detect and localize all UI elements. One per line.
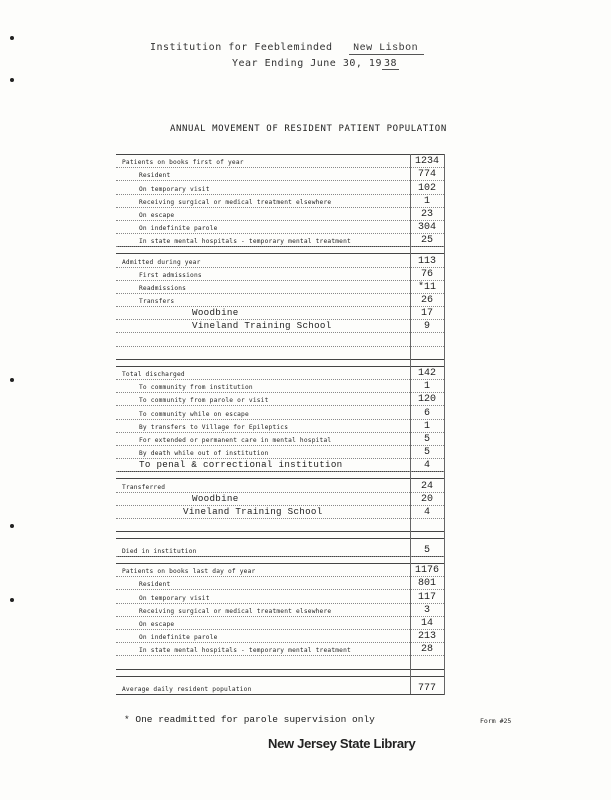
row-label: Receiving surgical or medical treatment elsewhere: [139, 198, 332, 206]
table-row: [116, 577, 444, 590]
row-label: Transfers: [139, 298, 175, 306]
row-label: On escape: [139, 621, 175, 628]
table-row: [116, 564, 444, 577]
table-row: [116, 234, 444, 247]
table-row: [116, 155, 444, 168]
row-label: To penal & correctional institution: [139, 459, 343, 471]
row-value: 1: [423, 381, 430, 393]
section-heading: Total discharged: [122, 371, 185, 378]
row-value: 28: [420, 644, 433, 656]
margin-dot: [10, 598, 14, 602]
row-value: 1: [423, 195, 430, 207]
table-row: [116, 254, 444, 267]
row-value: 23: [420, 208, 433, 220]
row-value: 9: [423, 321, 430, 333]
margin-dot: [10, 378, 14, 382]
table-row: [116, 604, 444, 617]
row-label: To community from institution: [139, 384, 253, 392]
row-label: Resident: [139, 581, 171, 589]
table-row: [116, 181, 444, 194]
row-value: 5: [423, 433, 430, 445]
table-row: [116, 406, 444, 419]
table-row: [116, 320, 444, 333]
table-row: [116, 446, 444, 459]
table-row: [116, 168, 444, 181]
year-value: 38: [383, 58, 398, 69]
institution-name: New Lisbon: [349, 43, 424, 55]
table-row: [116, 643, 444, 656]
row-value: *11: [417, 281, 436, 293]
row-label: By death while out of institution: [139, 450, 269, 458]
row-label: In state mental hospitals - temporary mental treatment: [139, 647, 351, 655]
row-value: 6: [423, 407, 430, 419]
row-label: Readmissions: [139, 284, 187, 292]
row-value: 801: [417, 578, 436, 590]
table-row: [116, 677, 444, 695]
row-value: 102: [417, 182, 436, 194]
margin-dot: [10, 36, 14, 40]
table-row: [116, 617, 444, 630]
table-row: [116, 493, 444, 506]
table-row: [116, 506, 444, 519]
table-row: [116, 281, 444, 294]
section-heading: Patients on books last day of year: [122, 568, 256, 576]
row-label: First admissions: [139, 271, 202, 279]
section-heading: Transferred: [122, 483, 166, 491]
row-value: 213: [417, 631, 436, 643]
section-divider: [116, 669, 444, 677]
row-value: 3: [423, 604, 430, 616]
table-row: [116, 590, 444, 603]
table-row: [116, 195, 444, 208]
table-row: [116, 221, 444, 234]
section-heading: Patients on books first of year: [122, 159, 244, 167]
section-total: 5: [423, 545, 430, 557]
row-value: 20: [420, 493, 433, 505]
row-value: 5: [423, 447, 430, 459]
row-label: Vineland Training School: [192, 320, 332, 332]
table-row: [116, 539, 444, 557]
section-total: 1234: [414, 156, 439, 168]
margin-dot: [10, 78, 14, 82]
row-value: 120: [417, 394, 436, 406]
table-row: [116, 459, 444, 472]
row-value: 25: [420, 235, 433, 247]
row-value: 26: [420, 295, 433, 307]
table-row: [116, 208, 444, 221]
institution-line: [150, 42, 424, 55]
page-title: ANNUAL MOVEMENT OF RESIDENT PATIENT POPULATION: [170, 124, 447, 134]
table-row: [116, 380, 444, 393]
row-label: By transfers to Village for Epileptics: [139, 423, 289, 431]
population-table: [116, 154, 444, 695]
table-row: [116, 367, 444, 380]
section-total: 24: [420, 480, 433, 492]
row-label: On temporary visit: [139, 594, 210, 602]
institution-label: Institution for Feebleminded: [150, 42, 333, 53]
year-label: Year Ending June 30, 19: [232, 58, 382, 69]
table-row: [116, 393, 444, 406]
row-label: On indefinite parole: [139, 225, 218, 233]
row-value: 4: [423, 460, 430, 472]
value-column-right-rule: [444, 154, 445, 695]
section-divider: [116, 359, 444, 367]
row-label: On escape: [139, 211, 175, 219]
average-value: 777: [417, 682, 436, 694]
section-heading: Died in institution: [122, 548, 197, 556]
section-divider: [116, 531, 444, 539]
table-row: [116, 479, 444, 492]
row-value: 1: [423, 420, 430, 432]
average-label: Average daily resident population: [122, 685, 252, 693]
table-row: [116, 268, 444, 281]
row-label: Receiving surgical or medical treatment elsewhere: [139, 607, 332, 615]
section-divider: [116, 471, 444, 479]
row-value: 76: [420, 268, 433, 280]
row-label: For extended or permanent care in mental hospital: [139, 436, 332, 444]
row-label: To community from parole or visit: [139, 397, 269, 405]
row-label: Woodbine: [192, 492, 239, 504]
section-total: 1176: [414, 565, 439, 577]
row-value: 774: [417, 169, 436, 181]
row-label: Woodbine: [192, 307, 239, 319]
section-heading: Admitted during year: [122, 258, 201, 266]
table-row: [116, 294, 444, 307]
table-row: [116, 420, 444, 433]
library-stamp: New Jersey State Library: [268, 736, 416, 751]
row-value: 304: [417, 222, 436, 234]
row-label: Resident: [139, 172, 171, 180]
table-row: [116, 433, 444, 446]
row-label: To community while on escape: [139, 410, 249, 418]
margin-dot: [10, 524, 14, 528]
section-divider: [116, 556, 444, 564]
row-label: Vineland Training School: [183, 505, 323, 517]
year-line: [232, 58, 399, 70]
row-label: On indefinite parole: [139, 634, 218, 642]
blank-row: [116, 333, 444, 346]
row-value: 117: [417, 591, 436, 603]
row-label: On temporary visit: [139, 185, 210, 193]
row-label: In state mental hospitals - temporary mental treatment: [139, 238, 351, 246]
form-number: Form #25: [480, 717, 512, 725]
row-value: 4: [423, 506, 430, 518]
row-value: 17: [420, 308, 433, 320]
section-divider: [116, 246, 444, 254]
section-total: 113: [417, 255, 436, 267]
row-value: 14: [420, 618, 433, 629]
table-row: [116, 630, 444, 643]
table-row: [116, 307, 444, 320]
footnote: * One readmitted for parole supervision only: [124, 714, 375, 725]
section-total: 142: [417, 368, 436, 379]
